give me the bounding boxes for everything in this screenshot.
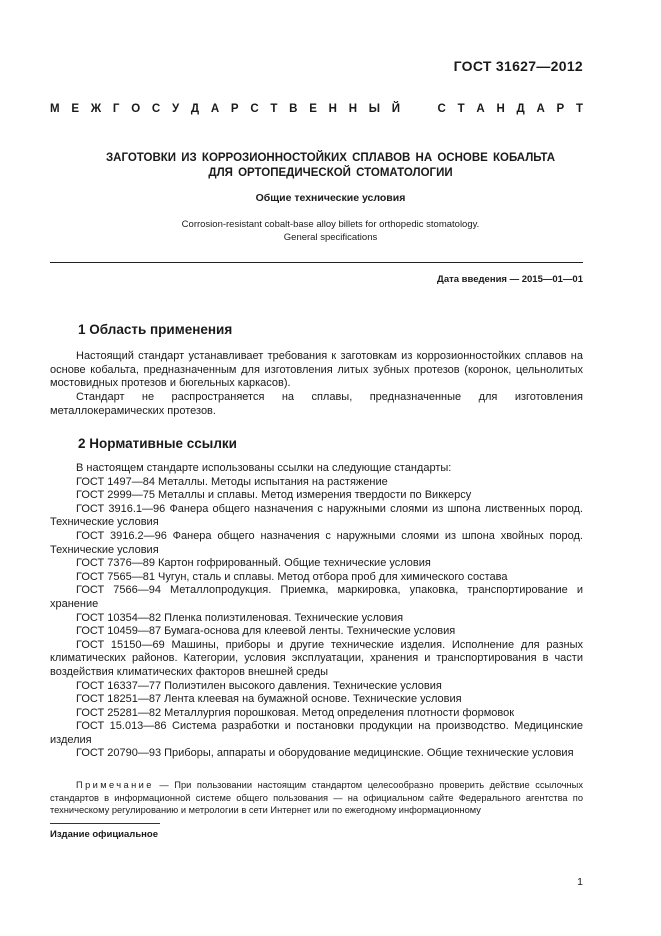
section-1-paragraph-2 <box>50 391 583 418</box>
banner-letter: М <box>50 103 60 115</box>
section-2-heading: 2 Нормативные ссылки <box>78 436 237 451</box>
header-rule <box>50 262 583 263</box>
reference-item: ГОСТ 7376—89 Картон гофрированный. Общие технические условия <box>76 557 431 570</box>
page-number: 1 <box>577 876 583 888</box>
normative-references-list <box>50 462 583 761</box>
banner-letter: Ы <box>368 103 381 115</box>
reference-item: ГОСТ 15150—69 Машины, приборы и другие технические изделия. Исполнение для разных климатических районов. Категории, условия эксплуатации, хранения и транспортирования в части воздействия климатических факторов внешней среды <box>50 638 583 678</box>
banner-letter: Д <box>516 103 525 115</box>
introduction-date: Дата введения — 2015—01—01 <box>437 274 583 285</box>
banner-letter: Е <box>309 103 317 115</box>
interstate-standard-banner <box>50 103 583 115</box>
reference-item: ГОСТ 16337—77 Полиэтилен высокого давления. Технические условия <box>76 679 442 692</box>
banner-letter: Н <box>496 103 505 115</box>
banner-letter: С <box>437 103 446 115</box>
banner-letter: Т <box>457 103 465 115</box>
banner-letter: С <box>250 103 259 115</box>
banner-letter: Т <box>575 103 583 115</box>
english-title-line-1: Corrosion-resistant cobalt-base alloy billets for orthopedic stomatology. <box>181 219 480 230</box>
banner-letter: Р <box>556 103 565 115</box>
banner-letter: О <box>131 103 141 115</box>
banner-letter: А <box>536 103 545 115</box>
section-1-heading: 1 Область применения <box>78 322 233 337</box>
reference-item: ГОСТ 10459—87 Бумага-основа для клеевой ленты. Технические условия <box>76 625 456 638</box>
banner-letter: А <box>476 103 485 115</box>
reference-item: ГОСТ 15.013—86 Система разработки и постановки продукции на производство. Медицинские изделия <box>50 720 583 746</box>
reference-item: ГОСТ 2999—75 Металлы и сплавы. Метод измерения твердости по Виккерсу <box>76 489 472 502</box>
section-1-paragraph-1 <box>50 350 583 391</box>
reference-item: ГОСТ 20790—93 Приборы, аппараты и оборудование медицинские. Общие технические условия <box>76 747 574 760</box>
banner-letter: Д <box>190 103 200 115</box>
references-intro: В настоящем стандарте использованы ссылки на следующие стандарты: <box>76 462 452 474</box>
banner-letter: С <box>151 103 161 115</box>
document-title <box>0 151 661 181</box>
note-text: — При пользовании настоящим стандартом целесообразно проверить действие ссылочных стандартов в информационной системе общего пользования — на официальном сайте Федерального агентства по техническому регулированию и метрологии в сети Интернет или по ежегодному информационному <box>50 780 583 816</box>
paragraph-text: Настоящий стандарт устанавливает требования к заготовкам из коррозионностойких сплавов на основе кобальта, предназначенным для изготовления литых зубных протезов (коронок, цельнолитых мостовидных протезов и бюгельных каркасов). <box>50 350 583 390</box>
reference-item: ГОСТ 1497—84 Металлы. Методы испытания на растяжение <box>76 475 388 488</box>
english-title-line-2: General specifications <box>283 232 378 243</box>
reference-item: ГОСТ 7565—81 Чугун, сталь и сплавы. Метод отбора проб для химического состава <box>76 570 508 583</box>
banner-letter: Р <box>230 103 239 115</box>
reference-item: ГОСТ 18251—87 Лента клеевая на бумажной основе. Технические условия <box>76 693 462 706</box>
banner-letter: Е <box>71 103 80 115</box>
banner-letter: Й <box>391 103 401 115</box>
reference-item: ГОСТ 25281—82 Металлургия порошковая. Метод определения плотности формовок <box>76 706 515 719</box>
banner-letter <box>412 103 426 115</box>
banner-letter: Н <box>328 103 337 115</box>
note-paragraph <box>50 779 583 817</box>
title-line-2: ДЛЯ ОРТОПЕДИЧЕСКОЙ СТОМАТОЛОГИИ <box>208 167 453 179</box>
paragraph-text: Стандарт не распространяется на сплавы, предназначенные для изготовления металлокерамических протезов. <box>50 391 583 417</box>
official-edition-label: Издание официальное <box>50 829 158 840</box>
banner-letter: Т <box>270 103 278 115</box>
banner-letter: Н <box>348 103 358 115</box>
reference-item: ГОСТ 3916.1—96 Фанера общего назначения с наружными слоями из шпона лиственных пород. Технические условия <box>50 502 583 529</box>
note-label: Примечание <box>76 780 154 790</box>
english-title <box>0 218 661 244</box>
footer-rule <box>50 823 160 824</box>
document-code: ГОСТ 31627—2012 <box>453 58 583 74</box>
reference-item: ГОСТ 10354—82 Пленка полиэтиленовая. Технические условия <box>76 611 404 624</box>
document-subtitle: Общие технические условия <box>255 192 406 204</box>
banner-letter: Ж <box>90 103 102 115</box>
reference-item: ГОСТ 7566—94 Металлопродукция. Приемка, маркировка, упаковка, транспортирование и хранение <box>50 584 583 610</box>
banner-letter: У <box>171 103 180 115</box>
banner-letter: В <box>289 103 298 115</box>
banner-letter: А <box>210 103 220 115</box>
reference-item: ГОСТ 3916.2—96 Фанера общего назначения с наружными слоями из шпона хвойных пород. Технические условия <box>50 529 583 556</box>
title-line-1: ЗАГОТОВКИ ИЗ КОРРОЗИОННОСТОЙКИХ СПЛАВОВ НА ОСНОВЕ КОБАЛЬТА <box>105 152 556 164</box>
banner-letter: Г <box>112 103 120 115</box>
